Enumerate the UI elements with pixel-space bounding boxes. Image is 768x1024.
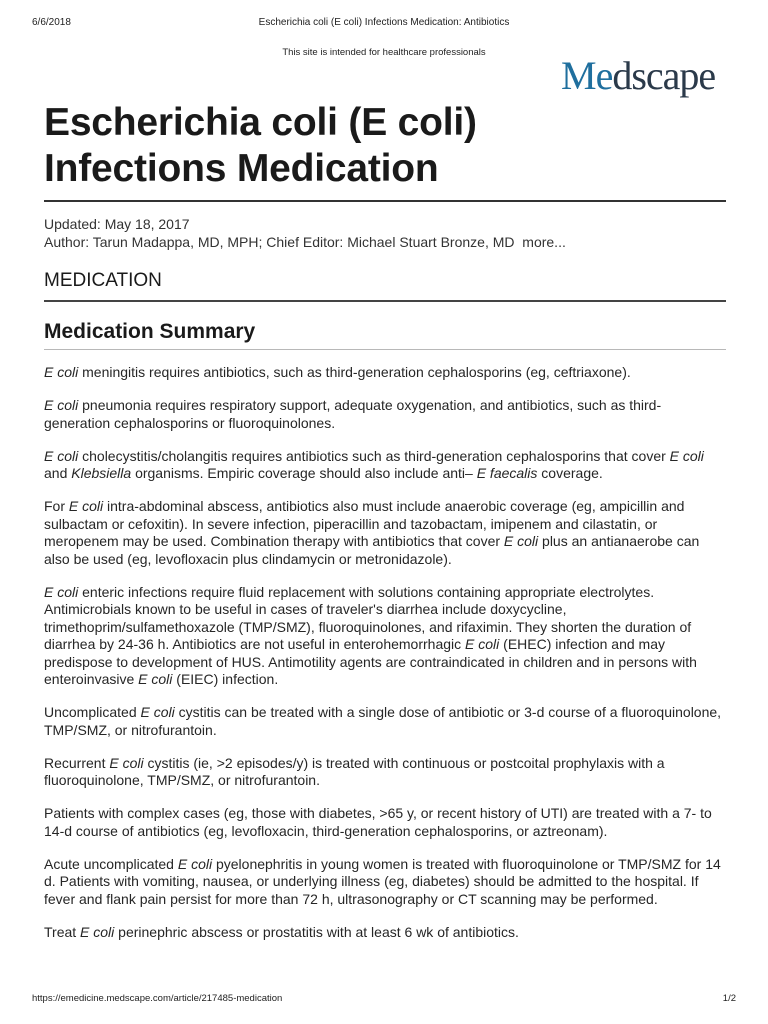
- italic-term: E coli: [44, 447, 79, 464]
- paragraph-text: Treat: [44, 923, 81, 940]
- summary-divider: [44, 349, 726, 350]
- paragraph-text: For: [44, 498, 69, 515]
- summary-paragraph: [44, 805, 726, 840]
- medication-summary-heading: Medication Summary: [44, 320, 256, 344]
- paragraph-text: pyelonephritis in young women is treated with fluoroquinolone or TMP/SMZ for 14 d. Patients with vomiting, nausea, or underlying illness (eg, diabetes) should be admitted to the hospital. If fever and flank pain persist for more than 72 h, ultrasonography or CT scanning may be performed.: [44, 855, 721, 907]
- italic-term: E coli: [140, 704, 175, 721]
- paragraph-text: Acute uncomplicated: [44, 855, 178, 872]
- author-line: [44, 233, 726, 251]
- summary-paragraphs: [44, 364, 726, 941]
- author-text: Author: Tarun Madappa, MD, MPH; Chief Editor: Michael Stuart Bronze, MD: [44, 234, 515, 251]
- paragraph-text: coverage.: [537, 465, 603, 482]
- italic-term: E coli: [80, 923, 115, 940]
- summary-paragraph: [44, 498, 726, 568]
- summary-paragraph: [44, 584, 726, 689]
- paragraph-text: intra-abdominal abscess, antibiotics also must include anaerobic coverage (eg, ampicillin and sulbactam or cefoxitin). In severe infection, piperacillin and tazobactam, imipenem and cilastatin, or meropenem may be used. Combination therapy with antibiotics that cover: [44, 498, 685, 550]
- print-date: 6/6/2018: [32, 17, 71, 28]
- article-title-line-2: Infections Medication: [44, 146, 439, 190]
- print-page-title: Escherichia coli (E coli) Infections Medication: Antibiotics: [258, 17, 510, 28]
- section-label: MEDICATION: [44, 270, 162, 292]
- paragraph-text: (EIEC) infection.: [172, 671, 279, 688]
- updated-date: Updated: May 18, 2017: [44, 216, 190, 233]
- logo-text-rest: dscape: [612, 53, 716, 98]
- paragraph-text: plus an antianaerobe can also be used (eg, levofloxacin plus clindamycin or metronidazole).: [44, 533, 700, 567]
- paragraph-text: organisms. Empiric coverage should also include anti–: [131, 465, 477, 482]
- healthcare-notice: This site is intended for healthcare professionals: [282, 47, 486, 58]
- italic-term: E coli: [503, 533, 539, 550]
- paragraph-text: and: [44, 465, 72, 482]
- summary-paragraph: [44, 448, 726, 483]
- paragraph-text: meningitis requires antibiotics, such as third-generation cephalosporins (eg, ceftriaxone).: [78, 364, 631, 381]
- italic-term: E coli: [669, 447, 704, 464]
- italic-term: Klebsiella: [71, 465, 132, 482]
- italic-term: E coli: [177, 855, 213, 872]
- paragraph-text: Patients with complex cases (eg, those with diabetes, >65 y, or recent history of UTI) are treated with a 7- to 14-d course of antibiotics (eg, levofloxacin, third-generation cephalosporins, or aztreonam).: [44, 805, 712, 839]
- title-divider: [44, 200, 726, 202]
- article-title-line-1: Escherichia coli (E coli): [44, 101, 477, 144]
- summary-paragraph: [44, 755, 726, 790]
- summary-paragraph: [44, 364, 726, 382]
- footer-url: https://emedicine.medscape.com/article/217485-medication: [32, 993, 283, 1004]
- italic-term: E coli: [138, 671, 173, 688]
- paragraph-text: cholecystitis/cholangitis requires antibiotics such as third-generation cephalosporins that cover: [78, 447, 670, 464]
- italic-term: E coli: [109, 754, 144, 771]
- paragraph-text: perinephric abscess or prostatitis with at least 6 wk of antibiotics.: [114, 923, 519, 940]
- article-title: [44, 100, 726, 191]
- italic-term: E coli: [44, 397, 79, 414]
- italic-term: E coli: [68, 498, 104, 515]
- summary-paragraph: [44, 856, 726, 909]
- footer-page-number: 1/2: [722, 993, 736, 1004]
- print-header: [32, 17, 736, 31]
- paragraph-text: pneumonia requires respiratory support, adequate oxygenation, and antibiotics, such as third-generation cephalosporins or fluoroquinolones.: [44, 397, 662, 431]
- section-divider: [44, 300, 726, 302]
- italic-term: E faecalis: [476, 465, 538, 482]
- summary-paragraph: [44, 397, 726, 432]
- italic-term: E coli: [44, 583, 79, 600]
- logo-text-me: Me: [561, 53, 613, 98]
- article-content: [44, 100, 726, 957]
- summary-paragraph: [44, 924, 726, 942]
- paragraph-text: Recurrent: [44, 754, 110, 771]
- italic-term: E coli: [44, 364, 79, 381]
- more-link[interactable]: more...: [522, 234, 566, 251]
- paragraph-text: cystitis can be treated with a single dose of antibiotic or 3-d course of a fluoroquinolone, TMP/SMZ, or nitrofurantoin.: [44, 704, 722, 738]
- paragraph-text: cystitis (ie, >2 episodes/y) is treated with continuous or postcoital prophylaxis with a fluoroquinolone, TMP/SMZ, or nitrofurantoin.: [44, 754, 665, 789]
- summary-paragraph: [44, 704, 726, 739]
- paragraph-text: Uncomplicated: [44, 704, 141, 721]
- paragraph-text: (EHEC) infection and may predispose to development of HUS. Antimotility agents are contraindicated in children and in persons with enteroinvasive: [44, 636, 697, 688]
- italic-term: E coli: [465, 636, 500, 653]
- article-meta: [44, 215, 726, 251]
- paragraph-text: enteric infections require fluid replacement with solutions containing appropriate electrolytes. Antimicrobials known to be useful in cases of traveler's diarrhea include doxycycline, trimethoprim/sulfamethoxazole (TMP/SMZ), fluoroquinolones, and rifaximin. They shorten the duration of diarrhea by 24-36 h. Antibiotics are not useful in enterohemorrhagic: [44, 583, 692, 653]
- medscape-logo[interactable]: [561, 53, 716, 98]
